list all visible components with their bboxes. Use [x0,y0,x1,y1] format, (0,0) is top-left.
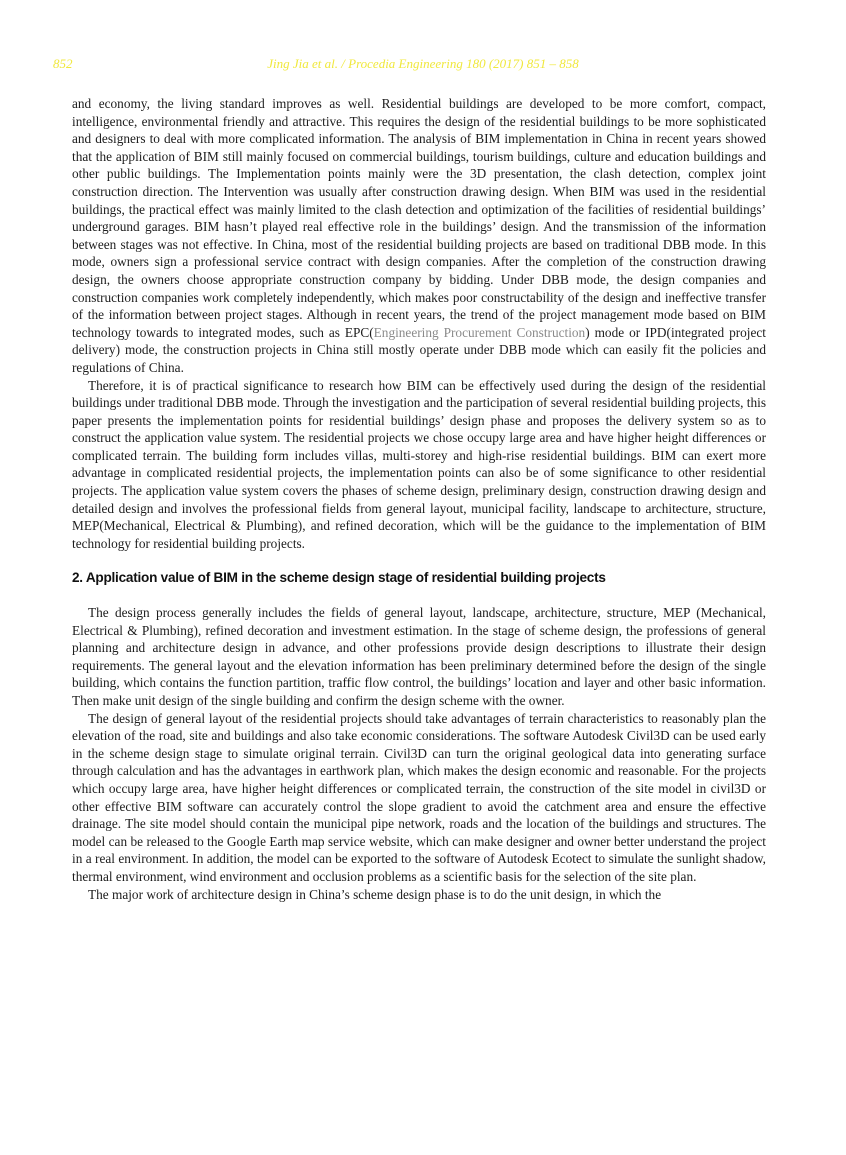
article-body [72,95,766,903]
page-number: 852 [53,56,73,71]
page-header [0,56,846,76]
paragraph-intro-continued [72,95,766,377]
paragraph-therefore: Therefore, it is of practical significance to research how BIM can be effectively used during the design of the residential buildings under traditional DBB mode. Through the investigation and the participation of several residential building projects, this paper presents the implementation points for residential buildings’ design phase and proposes the delivery system so as to construct the application value system. The residential projects we chose occupy large area and have higher height differences or complicated terrain. The building form includes villas, multi-storey and high-rise residential buildings. BIM can exert more advantage in complicated residential projects, the implementation points can also be of some significance to other residential projects. The application value system covers the phases of scheme design, preliminary design, construction drawing design and detailed design and involves the professional fields from general layout, municipal facility, landscape to architecture, structure, MEP(Mechanical, Electrical & Plumbing), and refined decoration, which will be the guidance to the implementation of BIM technology for residential building projects. [72,377,767,551]
paragraph-text: and economy, the living standard improves as well. Residential buildings are developed to be more comfort, compact, intelligence, environmental friendly and attractive. This requires the design of the residential buildings to be more sophisticated and designers to deal with more complicated information. The analysis of BIM implementation in China in recent years showed that the application of BIM still mainly focused on commercial buildings, tourism buildings, culture and education buildings and other public buildings. The Implementation points mainly were the 3D presentation, the clash detection, complex joint construction direction. The Intervention was usually after construction drawing design. When BIM was used in the residential buildings, the practical effect was mainly limited to the clash detection and optimization of the facilities of residential buildings’ underground garages. BIM hasn’t played real effective role in the buildings’ design. And the transmission of the information between stages was not effective. In China, most of the residential building projects are based on traditional DBB mode. In this mode, owners sign a professional service contract with design companies. After the completion of the construction drawing design, the owners choose appropriate construction company by bidding. Under DBB mode, the design companies and construction companies work completely independently, which makes poor constructability of the design and ineffective transfer of the information between project stages. Although in recent years, the trend of the project management mode based on BIM technology towards to integrated modes, such as EPC( [72,96,766,340]
paragraph-general-layout: The design of general layout of the residential projects should take advantages of terrain characteristics to reasonably plan the elevation of the road, site and buildings and also take economic considerations. The software Autodesk Civil3D can be used early in the scheme design stage to simulate original terrain. Civil3D can turn the original geological data into generating surface through calculation and has the advantages in earthwork plan, which makes the design economic and reasonable. For the projects which occupy large area, have higher height differences or complicated terrain, the construction of the site model in civil3D or other effective BIM software can accurately control the slope gradient to avoid the catchment area and ensure the effective drainage. The site model should contain the municipal pipe network, roads and the location of the buildings and structures. The model can be released to the Google Earth map service website, which can make designer and owner better understand the project in a real environment. In addition, the model can be exported to the software of Autodesk Ecotect to simulate the sunlight shadow, thermal environment, wind environment and occlusion problems as a scientific basis for the selection of the site plan. [72,710,766,884]
running-header-title: Jing Jia et al. / Procedia Engineering 180 (2017) 851 – 858 [267,56,579,71]
paragraph-text-muted-epc: Engineering Procurement Construction [373,324,586,340]
paragraph-architecture-design: The major work of architecture design in China’s scheme design phase is to do the unit design, in which the [88,886,662,902]
paragraph-text: ) mode or IPD(integrated project delivery) mode, the construction projects in China still mostly operate under DBB mode which can easily fit the policies and regulations of China. [72,324,766,375]
section-heading-2: 2. Application value of BIM in the scheme design stage of residential building projects [72,570,606,586]
paragraph-design-process: The design process generally includes the fields of general layout, landscape, architecture, structure, MEP (Mechanical, Electrical & Plumbing), refined decoration and investment estimation. In the stage of scheme design, the professions of general planning and architecture design in advance, and other professions provide design descriptions to illustrate their design requirements. The general layout and the elevation information has been preliminary determined before the design of the single building, which contains the function partition, traffic flow control, the buildings’ location and layer and other basic information. Then make unit design of the single building and confirm the design scheme with the owner. [72,605,766,708]
